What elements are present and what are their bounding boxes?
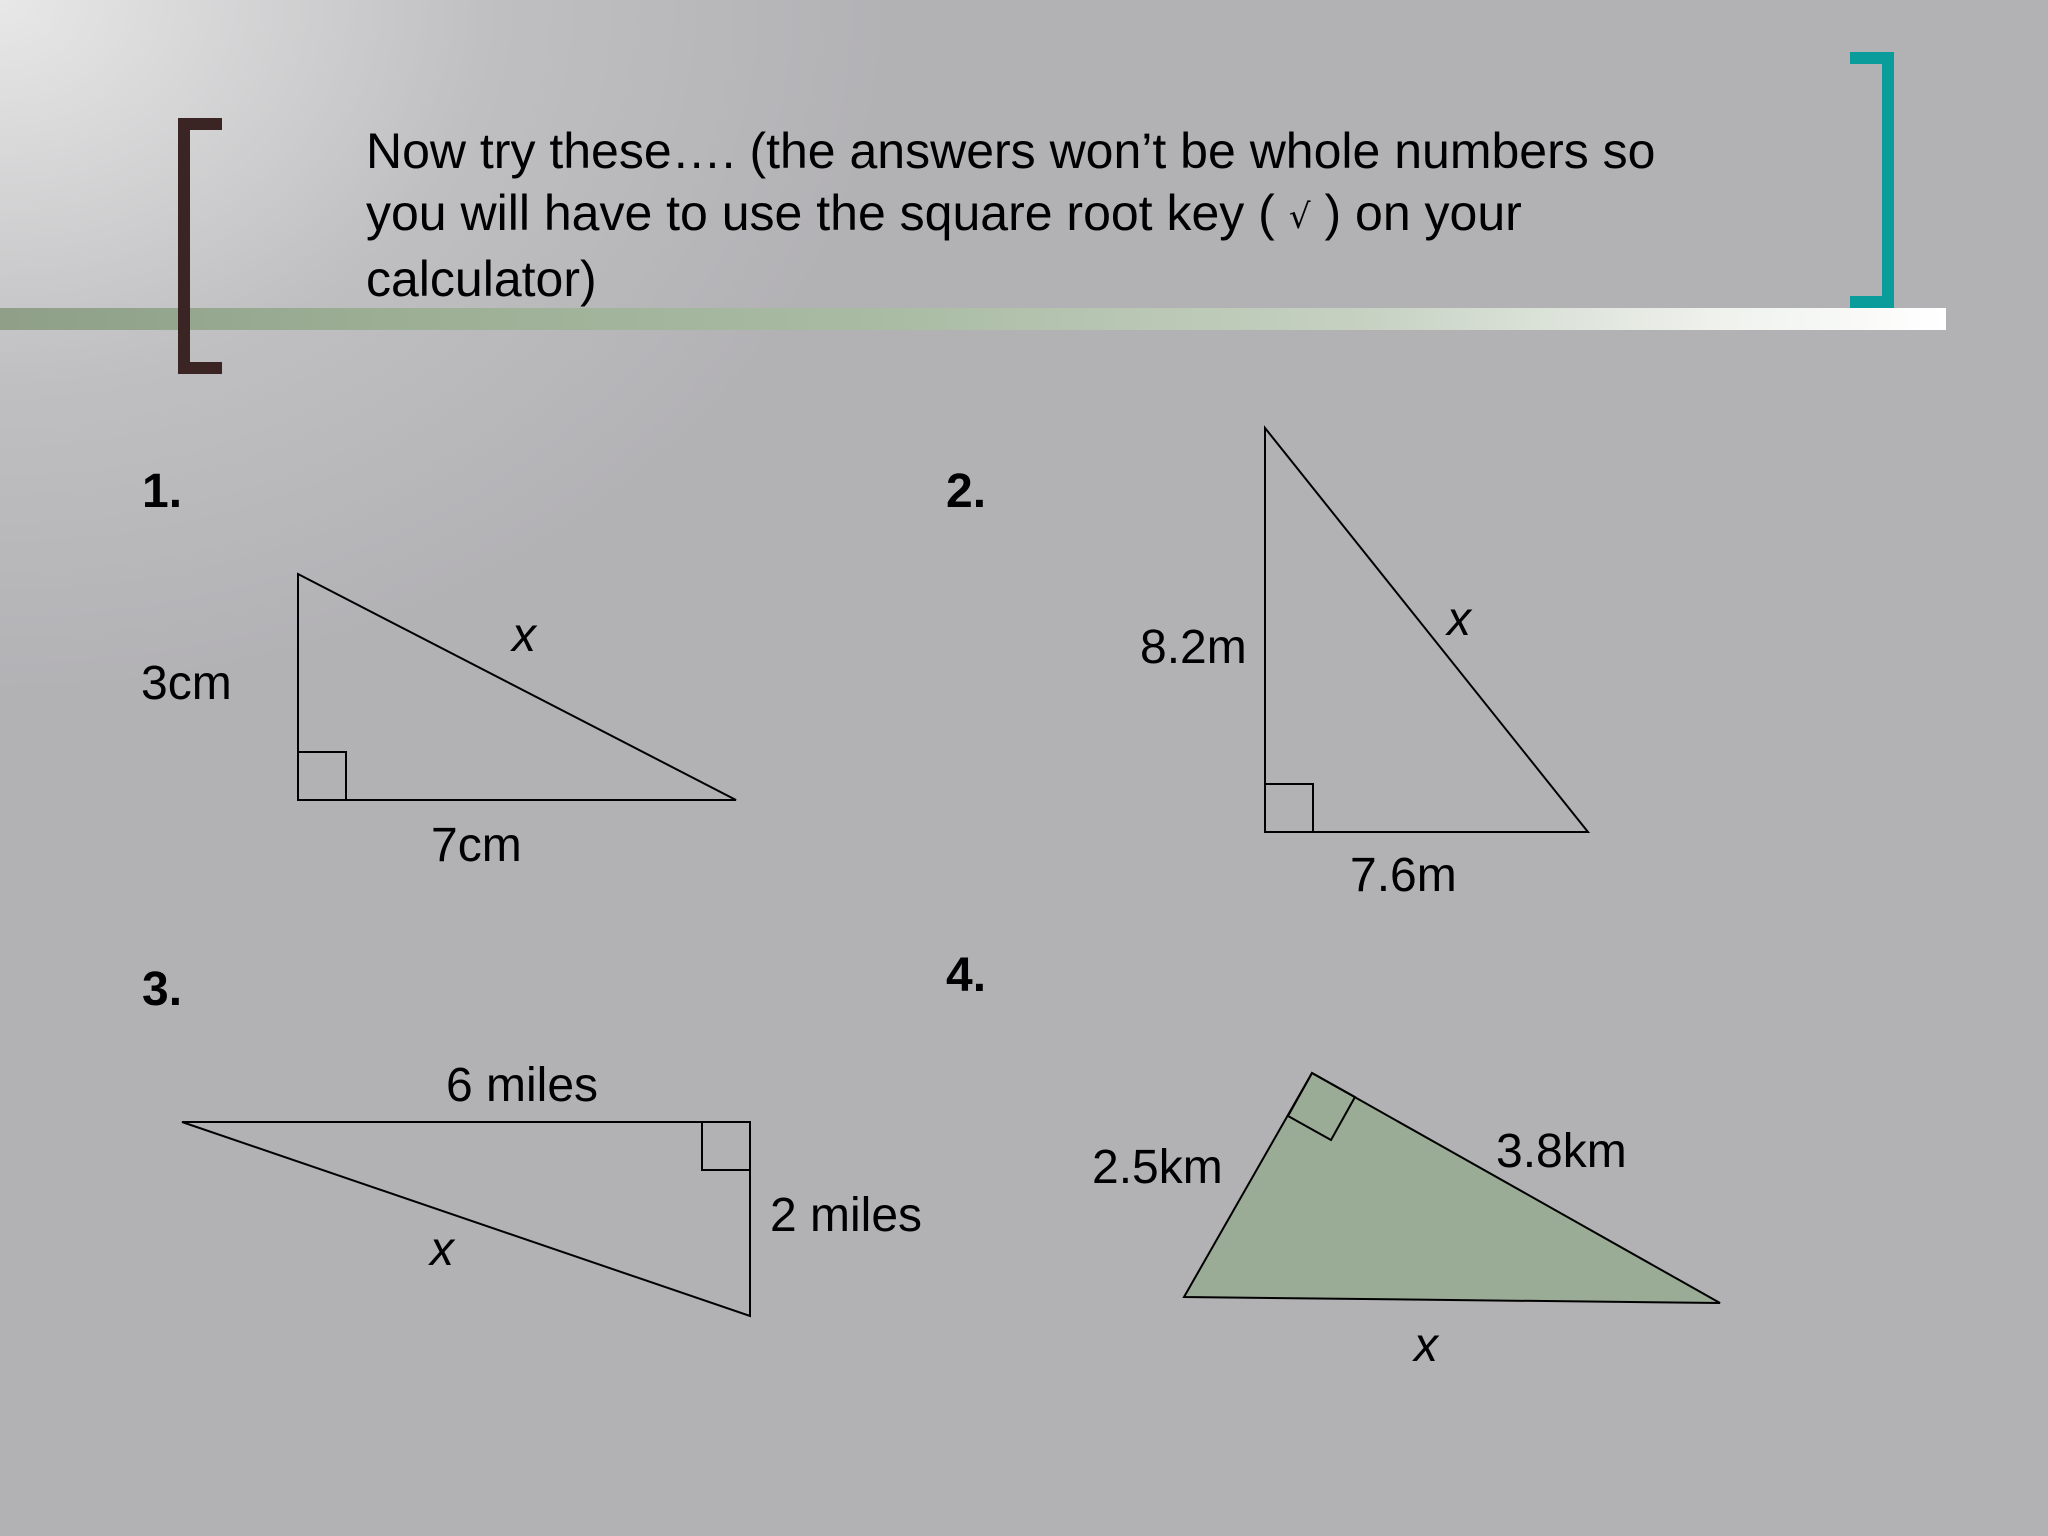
side-label-1a: 3cm <box>141 657 232 710</box>
side-label-3b: 2 miles <box>770 1189 923 1242</box>
right-angle-marker-3 <box>702 1122 750 1170</box>
hypotenuse-label-4: x <box>1414 1319 1438 1372</box>
title-text-start: Now try these…. (the answers won’t be whole numbers so you will have to use the square root key ( <box>366 123 1656 241</box>
problem-number-3: 3. <box>142 963 183 1016</box>
side-label-2b: 7.6m <box>1350 849 1457 902</box>
problem-number-2: 2. <box>946 465 987 518</box>
side-label-4a: 2.5km <box>1092 1141 1223 1194</box>
square-root-icon: √ <box>1288 197 1311 237</box>
right-angle-marker-2 <box>1265 784 1313 832</box>
hypotenuse-label-2: x <box>1447 593 1471 646</box>
hypotenuse-label-1: x <box>512 609 536 662</box>
triangle-2 <box>1265 428 1588 832</box>
side-label-1b: 7cm <box>431 819 522 872</box>
problem-number-1: 1. <box>142 465 183 518</box>
side-label-2a: 8.2m <box>1140 621 1247 674</box>
problem-number-4: 4. <box>946 949 987 1002</box>
title-text-end: ) on your calculator) <box>366 185 1522 307</box>
triangle-4 <box>1184 1073 1720 1303</box>
right-angle-marker-1 <box>298 752 346 800</box>
side-label-4b: 3.8km <box>1496 1125 1627 1178</box>
triangle-3 <box>182 1122 750 1316</box>
side-label-3a: 6 miles <box>446 1059 599 1112</box>
hypotenuse-label-3: x <box>430 1223 454 1276</box>
